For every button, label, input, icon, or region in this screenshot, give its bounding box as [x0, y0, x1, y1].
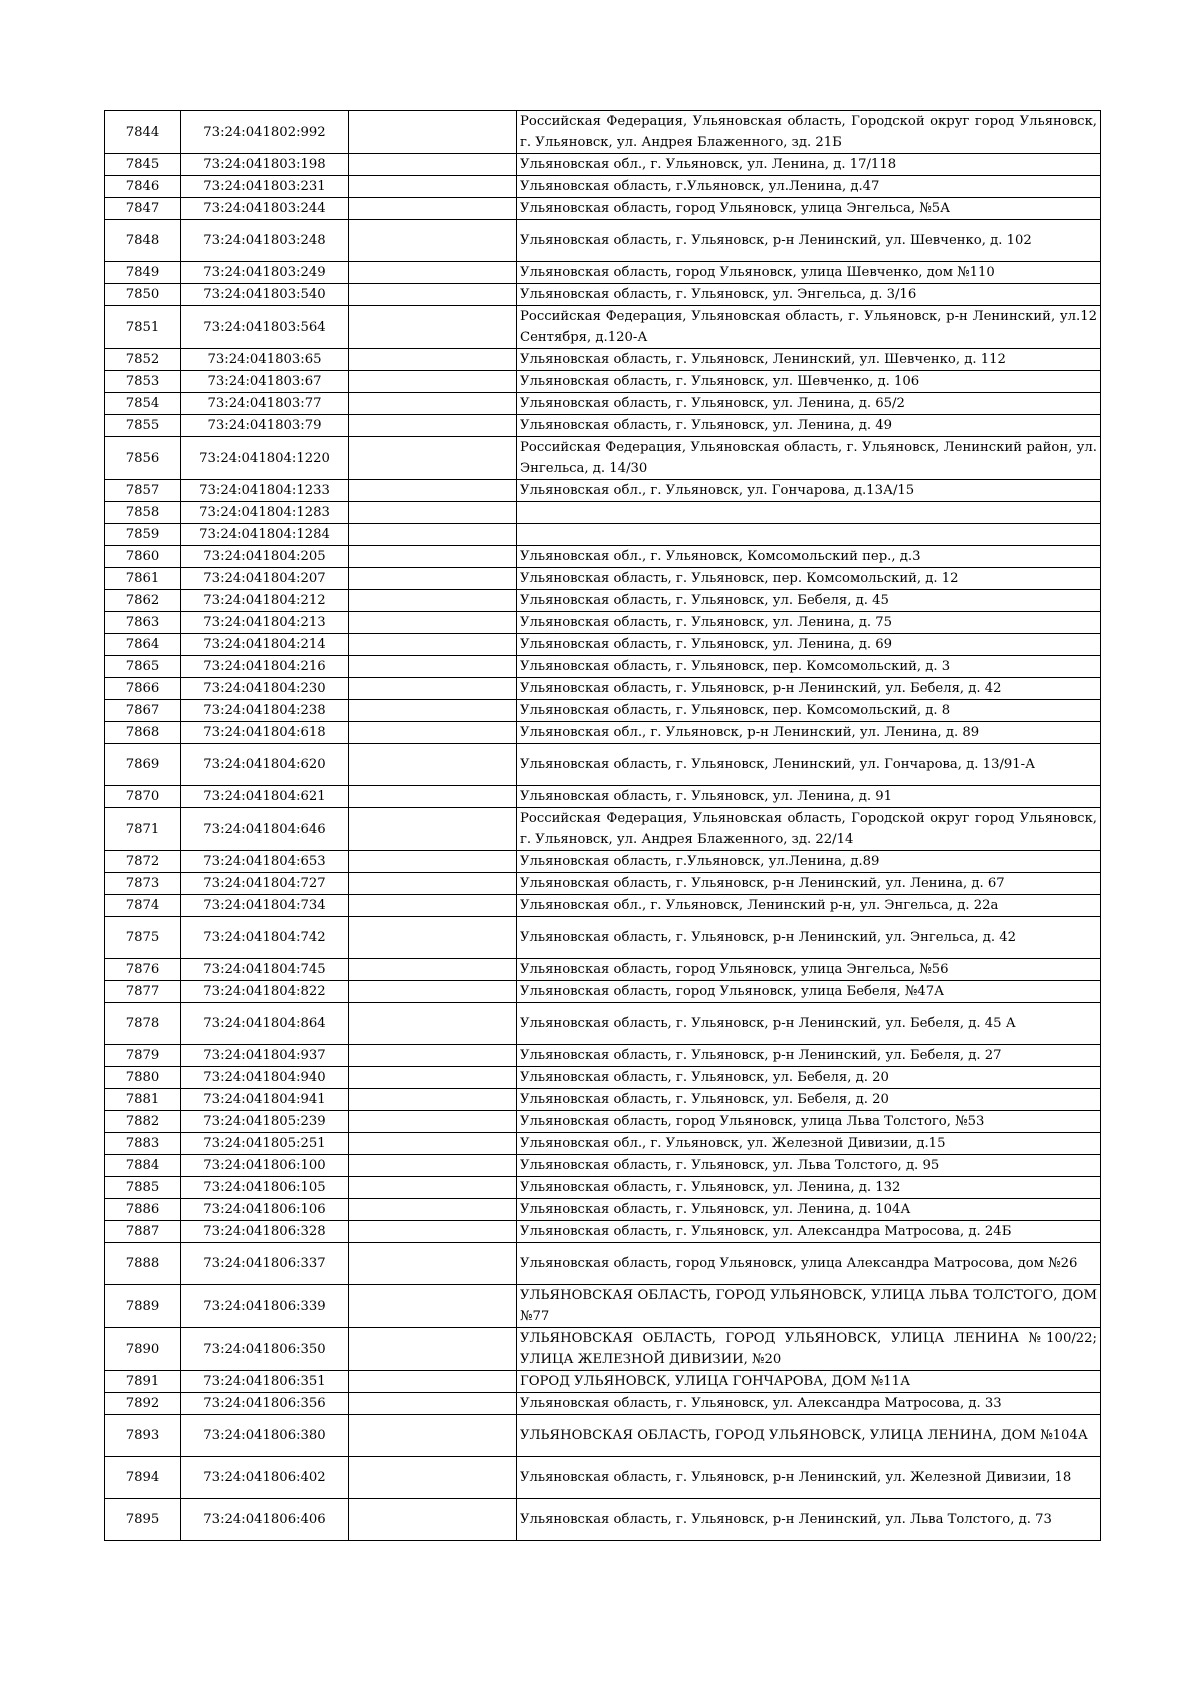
- cadastral-number-cell: 73:24:041804:238: [181, 700, 349, 722]
- table-row: [105, 1221, 1101, 1243]
- table-row: [105, 284, 1101, 306]
- row-number-cell: 7871: [105, 808, 181, 851]
- cadastral-number-cell: 73:24:041804:727: [181, 873, 349, 895]
- address-cell: ГОРОД УЛЬЯНОВСК, УЛИЦА ГОНЧАРОВА, ДОМ №11А: [517, 1371, 1101, 1393]
- empty-cell: [349, 808, 517, 851]
- empty-cell: [349, 154, 517, 176]
- table-row: [105, 873, 1101, 895]
- empty-cell: [349, 1393, 517, 1415]
- address-cell: Ульяновская область, г.Ульяновск, ул.Ленина, д.89: [517, 851, 1101, 873]
- cadastral-number-cell: 73:24:041804:941: [181, 1089, 349, 1111]
- address-cell: Ульяновская область, г. Ульяновск, р-н Ленинский, ул. Энгельса, д. 42: [517, 917, 1101, 959]
- empty-cell: [349, 262, 517, 284]
- address-cell: УЛЬЯНОВСКАЯ ОБЛАСТЬ, ГОРОД УЛЬЯНОВСК, УЛИЦА ЛЕНИНА №100/22; УЛИЦА ЖЕЛЕЗНОЙ ДИВИЗИИ, №20: [517, 1328, 1101, 1371]
- empty-cell: [349, 176, 517, 198]
- address-cell: Ульяновская область, г. Ульяновск, ул. Энгельса, д. 3/16: [517, 284, 1101, 306]
- cadastral-number-cell: 73:24:041806:100: [181, 1155, 349, 1177]
- cadastral-number-cell: 73:24:041805:251: [181, 1133, 349, 1155]
- empty-cell: [349, 656, 517, 678]
- row-number-cell: 7861: [105, 568, 181, 590]
- address-cell: Ульяновская область, г. Ульяновск, ул. Ленина, д. 49: [517, 415, 1101, 437]
- cadastral-number-cell: 73:24:041804:618: [181, 722, 349, 744]
- empty-cell: [349, 220, 517, 262]
- address-cell: Ульяновская область, г. Ульяновск, ул. Льва Толстого, д. 95: [517, 1155, 1101, 1177]
- empty-cell: [349, 1067, 517, 1089]
- address-cell: Ульяновская область, город Ульяновск, улица Александра Матросова, дом №26: [517, 1243, 1101, 1285]
- table-row: [105, 1371, 1101, 1393]
- table-row: [105, 808, 1101, 851]
- empty-cell: [349, 524, 517, 546]
- table-row: [105, 1003, 1101, 1045]
- cadastral-number-cell: 73:24:041806:105: [181, 1177, 349, 1199]
- empty-cell: [349, 1199, 517, 1221]
- table-row: [105, 415, 1101, 437]
- empty-cell: [349, 284, 517, 306]
- cadastral-number-cell: 73:24:041803:249: [181, 262, 349, 284]
- cadastral-number-cell: 73:24:041803:248: [181, 220, 349, 262]
- table-row: [105, 1499, 1101, 1541]
- address-cell: Российская Федерация, Ульяновская область, г. Ульяновск, Ленинский район, ул. Энгельса, д. 14/30: [517, 437, 1101, 480]
- address-cell: Ульяновская область, г. Ульяновск, ул. Бебеля, д. 20: [517, 1067, 1101, 1089]
- row-number-cell: 7874: [105, 895, 181, 917]
- row-number-cell: 7867: [105, 700, 181, 722]
- table-row: [105, 851, 1101, 873]
- row-number-cell: 7856: [105, 437, 181, 480]
- row-number-cell: 7848: [105, 220, 181, 262]
- address-cell: Ульяновская область, город Ульяновск, улица Льва Толстого, №53: [517, 1111, 1101, 1133]
- table-row: [105, 111, 1101, 154]
- row-number-cell: 7853: [105, 371, 181, 393]
- row-number-cell: 7857: [105, 480, 181, 502]
- address-cell: Ульяновская область, г. Ульяновск, ул. Ленина, д. 91: [517, 786, 1101, 808]
- row-number-cell: 7885: [105, 1177, 181, 1199]
- row-number-cell: 7887: [105, 1221, 181, 1243]
- row-number-cell: 7850: [105, 284, 181, 306]
- cadastral-number-cell: 73:24:041803:79: [181, 415, 349, 437]
- empty-cell: [349, 1499, 517, 1541]
- cadastral-number-cell: 73:24:041804:822: [181, 981, 349, 1003]
- table-row: [105, 568, 1101, 590]
- empty-cell: [349, 634, 517, 656]
- empty-cell: [349, 1003, 517, 1045]
- address-cell: Российская Федерация, Ульяновская область, Городской округ город Ульяновск, г. Ульяновск, ул. Андрея Блаженного, зд. 21Б: [517, 111, 1101, 154]
- row-number-cell: 7859: [105, 524, 181, 546]
- table-row: [105, 1243, 1101, 1285]
- address-cell: Ульяновская область, г. Ульяновск, ул. Александра Матросова, д. 24Б: [517, 1221, 1101, 1243]
- table-row: [105, 722, 1101, 744]
- address-cell: Ульяновская обл., г. Ульяновск, ул. Железной Дивизии, д.15: [517, 1133, 1101, 1155]
- row-number-cell: 7858: [105, 502, 181, 524]
- address-cell: [517, 502, 1101, 524]
- empty-cell: [349, 502, 517, 524]
- empty-cell: [349, 568, 517, 590]
- cadastral-number-cell: 73:24:041804:621: [181, 786, 349, 808]
- table-row: [105, 917, 1101, 959]
- row-number-cell: 7875: [105, 917, 181, 959]
- table-row: [105, 612, 1101, 634]
- table-row: [105, 700, 1101, 722]
- empty-cell: [349, 895, 517, 917]
- address-cell: Ульяновская область, г. Ульяновск, пер. Комсомольский, д. 12: [517, 568, 1101, 590]
- row-number-cell: 7868: [105, 722, 181, 744]
- row-number-cell: 7883: [105, 1133, 181, 1155]
- empty-cell: [349, 744, 517, 786]
- address-cell: Ульяновская обл., г. Ульяновск, ул. Гончарова, д.13А/15: [517, 480, 1101, 502]
- address-cell: Ульяновская область, г. Ульяновск, ул. Ленина, д. 132: [517, 1177, 1101, 1199]
- address-cell: Ульяновская область, город Ульяновск, улица Шевченко, дом №110: [517, 262, 1101, 284]
- cadastral-number-cell: 73:24:041803:564: [181, 306, 349, 349]
- table-row: [105, 220, 1101, 262]
- empty-cell: [349, 546, 517, 568]
- empty-cell: [349, 1328, 517, 1371]
- row-number-cell: 7881: [105, 1089, 181, 1111]
- row-number-cell: 7863: [105, 612, 181, 634]
- table-row: [105, 1177, 1101, 1199]
- address-cell: Ульяновская область, г. Ульяновск, р-н Ленинский, ул. Бебеля, д. 42: [517, 678, 1101, 700]
- cadastral-number-cell: 73:24:041806:106: [181, 1199, 349, 1221]
- address-cell: Ульяновская область, г. Ульяновск, р-н Ленинский, ул. Бебеля, д. 45 А: [517, 1003, 1101, 1045]
- table-row: [105, 590, 1101, 612]
- cadastral-number-cell: 73:24:041804:1283: [181, 502, 349, 524]
- address-cell: Ульяновская обл., г. Ульяновск, Комсомольский пер., д.3: [517, 546, 1101, 568]
- row-number-cell: 7845: [105, 154, 181, 176]
- row-number-cell: 7847: [105, 198, 181, 220]
- table-row: [105, 656, 1101, 678]
- address-cell: УЛЬЯНОВСКАЯ ОБЛАСТЬ, ГОРОД УЛЬЯНОВСК, УЛИЦА ЛЬВА ТОЛСТОГО, ДОМ №77: [517, 1285, 1101, 1328]
- table-row: [105, 437, 1101, 480]
- table-row: [105, 262, 1101, 284]
- empty-cell: [349, 1243, 517, 1285]
- row-number-cell: 7878: [105, 1003, 181, 1045]
- empty-cell: [349, 1177, 517, 1199]
- table-row: [105, 524, 1101, 546]
- empty-cell: [349, 981, 517, 1003]
- address-cell: Ульяновская область, г. Ульяновск, ул. Ленина, д. 75: [517, 612, 1101, 634]
- row-number-cell: 7849: [105, 262, 181, 284]
- row-number-cell: 7844: [105, 111, 181, 154]
- cadastral-number-cell: 73:24:041805:239: [181, 1111, 349, 1133]
- row-number-cell: 7873: [105, 873, 181, 895]
- table-row: [105, 634, 1101, 656]
- address-cell: Ульяновская обл., г. Ульяновск, Ленинский р-н, ул. Энгельса, д. 22а: [517, 895, 1101, 917]
- address-cell: Ульяновская область, г. Ульяновск, пер. Комсомольский, д. 8: [517, 700, 1101, 722]
- land-registry-table: [104, 110, 1101, 1541]
- row-number-cell: 7882: [105, 1111, 181, 1133]
- cadastral-number-cell: 73:24:041806:337: [181, 1243, 349, 1285]
- row-number-cell: 7876: [105, 959, 181, 981]
- table-row: [105, 546, 1101, 568]
- empty-cell: [349, 393, 517, 415]
- address-cell: Ульяновская область, г. Ульяновск, ул. Ленина, д. 69: [517, 634, 1101, 656]
- row-number-cell: 7880: [105, 1067, 181, 1089]
- cadastral-number-cell: 73:24:041804:937: [181, 1045, 349, 1067]
- cadastral-number-cell: 73:24:041804:653: [181, 851, 349, 873]
- row-number-cell: 7888: [105, 1243, 181, 1285]
- empty-cell: [349, 1371, 517, 1393]
- table-row: [105, 1067, 1101, 1089]
- address-cell: Ульяновская обл., г. Ульяновск, ул. Ленина, д. 17/118: [517, 154, 1101, 176]
- table-row: [105, 786, 1101, 808]
- table-row: [105, 1393, 1101, 1415]
- cadastral-number-cell: 73:24:041804:205: [181, 546, 349, 568]
- row-number-cell: 7879: [105, 1045, 181, 1067]
- empty-cell: [349, 1221, 517, 1243]
- address-cell: Ульяновская область, г. Ульяновск, ул. Ленина, д. 104А: [517, 1199, 1101, 1221]
- address-cell: Ульяновская область, г. Ульяновск, р-н Ленинский, ул. Ленина, д. 67: [517, 873, 1101, 895]
- cadastral-number-cell: 73:24:041804:646: [181, 808, 349, 851]
- table-row: [105, 349, 1101, 371]
- empty-cell: [349, 306, 517, 349]
- cadastral-number-cell: 73:24:041806:339: [181, 1285, 349, 1328]
- empty-cell: [349, 1155, 517, 1177]
- empty-cell: [349, 1285, 517, 1328]
- cadastral-number-cell: 73:24:041804:213: [181, 612, 349, 634]
- cadastral-number-cell: 73:24:041804:620: [181, 744, 349, 786]
- empty-cell: [349, 590, 517, 612]
- table-row: [105, 371, 1101, 393]
- cadastral-number-cell: 73:24:041803:244: [181, 198, 349, 220]
- table-row: [105, 744, 1101, 786]
- address-cell: Ульяновская область, г. Ульяновск, ул. Шевченко, д. 106: [517, 371, 1101, 393]
- empty-cell: [349, 198, 517, 220]
- address-cell: Ульяновская область, г.Ульяновск, ул.Ленина, д.47: [517, 176, 1101, 198]
- empty-cell: [349, 111, 517, 154]
- cadastral-number-cell: 73:24:041803:67: [181, 371, 349, 393]
- address-cell: Российская Федерация, Ульяновская область, Городской округ город Ульяновск, г. Ульяновск, ул. Андрея Блаженного, зд. 22/14: [517, 808, 1101, 851]
- cadastral-number-cell: 73:24:041803:77: [181, 393, 349, 415]
- row-number-cell: 7862: [105, 590, 181, 612]
- address-cell: Ульяновская область, г. Ульяновск, р-н Ленинский, ул. Бебеля, д. 27: [517, 1045, 1101, 1067]
- cadastral-number-cell: 73:24:041804:214: [181, 634, 349, 656]
- table-row: [105, 1089, 1101, 1111]
- row-number-cell: 7894: [105, 1457, 181, 1499]
- row-number-cell: 7846: [105, 176, 181, 198]
- row-number-cell: 7864: [105, 634, 181, 656]
- empty-cell: [349, 1045, 517, 1067]
- cadastral-number-cell: 73:24:041803:540: [181, 284, 349, 306]
- empty-cell: [349, 873, 517, 895]
- empty-cell: [349, 700, 517, 722]
- table-row: [105, 1133, 1101, 1155]
- table-row: [105, 176, 1101, 198]
- row-number-cell: 7891: [105, 1371, 181, 1393]
- empty-cell: [349, 1089, 517, 1111]
- table-row: [105, 895, 1101, 917]
- row-number-cell: 7890: [105, 1328, 181, 1371]
- empty-cell: [349, 959, 517, 981]
- empty-cell: [349, 437, 517, 480]
- row-number-cell: 7872: [105, 851, 181, 873]
- cadastral-number-cell: 73:24:041804:742: [181, 917, 349, 959]
- cadastral-number-cell: 73:24:041804:1220: [181, 437, 349, 480]
- cadastral-number-cell: 73:24:041804:207: [181, 568, 349, 590]
- table-row: [105, 981, 1101, 1003]
- cadastral-number-cell: 73:24:041804:230: [181, 678, 349, 700]
- row-number-cell: 7877: [105, 981, 181, 1003]
- row-number-cell: 7851: [105, 306, 181, 349]
- cadastral-number-cell: 73:24:041802:992: [181, 111, 349, 154]
- cadastral-number-cell: 73:24:041806:351: [181, 1371, 349, 1393]
- cadastral-number-cell: 73:24:041804:1284: [181, 524, 349, 546]
- row-number-cell: 7854: [105, 393, 181, 415]
- empty-cell: [349, 371, 517, 393]
- empty-cell: [349, 917, 517, 959]
- table-row: [105, 1111, 1101, 1133]
- cadastral-number-cell: 73:24:041806:380: [181, 1415, 349, 1457]
- row-number-cell: 7895: [105, 1499, 181, 1541]
- table-row: [105, 393, 1101, 415]
- address-cell: Ульяновская область, г. Ульяновск, ул. Бебеля, д. 45: [517, 590, 1101, 612]
- table-row: [105, 1045, 1101, 1067]
- cadastral-number-cell: 73:24:041804:940: [181, 1067, 349, 1089]
- cadastral-number-cell: 73:24:041806:328: [181, 1221, 349, 1243]
- row-number-cell: 7893: [105, 1415, 181, 1457]
- address-cell: Ульяновская область, г. Ульяновск, р-н Ленинский, ул. Шевченко, д. 102: [517, 220, 1101, 262]
- address-cell: Ульяновская область, город Ульяновск, улица Энгельса, №56: [517, 959, 1101, 981]
- empty-cell: [349, 786, 517, 808]
- empty-cell: [349, 678, 517, 700]
- address-cell: Ульяновская область, г. Ульяновск, ул. Ленина, д. 65/2: [517, 393, 1101, 415]
- empty-cell: [349, 1133, 517, 1155]
- row-number-cell: 7860: [105, 546, 181, 568]
- table-row: [105, 198, 1101, 220]
- cadastral-number-cell: 73:24:041803:65: [181, 349, 349, 371]
- row-number-cell: 7852: [105, 349, 181, 371]
- row-number-cell: 7886: [105, 1199, 181, 1221]
- table-row: [105, 1415, 1101, 1457]
- cadastral-number-cell: 73:24:041804:216: [181, 656, 349, 678]
- address-cell: Ульяновская область, г. Ульяновск, Ленинский, ул. Шевченко, д. 112: [517, 349, 1101, 371]
- address-cell: Ульяновская обл., г. Ульяновск, р-н Ленинский, ул. Ленина, д. 89: [517, 722, 1101, 744]
- table-row: [105, 306, 1101, 349]
- empty-cell: [349, 349, 517, 371]
- table-row: [105, 1199, 1101, 1221]
- table-row: [105, 959, 1101, 981]
- empty-cell: [349, 415, 517, 437]
- row-number-cell: 7892: [105, 1393, 181, 1415]
- table-row: [105, 480, 1101, 502]
- address-cell: Ульяновская область, г. Ульяновск, пер. Комсомольский, д. 3: [517, 656, 1101, 678]
- address-cell: Ульяновская область, г. Ульяновск, Ленинский, ул. Гончарова, д. 13/91-А: [517, 744, 1101, 786]
- row-number-cell: 7884: [105, 1155, 181, 1177]
- address-cell: Ульяновская область, г. Ульяновск, р-н Ленинский, ул. Льва Толстого, д. 73: [517, 1499, 1101, 1541]
- empty-cell: [349, 612, 517, 634]
- cadastral-number-cell: 73:24:041804:745: [181, 959, 349, 981]
- row-number-cell: 7865: [105, 656, 181, 678]
- address-cell: Ульяновская область, г. Ульяновск, ул. Александра Матросова, д. 33: [517, 1393, 1101, 1415]
- address-cell: Ульяновская область, город Ульяновск, улица Энгельса, №5А: [517, 198, 1101, 220]
- row-number-cell: 7889: [105, 1285, 181, 1328]
- empty-cell: [349, 480, 517, 502]
- cadastral-number-cell: 73:24:041804:212: [181, 590, 349, 612]
- cadastral-number-cell: 73:24:041803:231: [181, 176, 349, 198]
- row-number-cell: 7869: [105, 744, 181, 786]
- table-row: [105, 1155, 1101, 1177]
- cadastral-number-cell: 73:24:041806:402: [181, 1457, 349, 1499]
- row-number-cell: 7866: [105, 678, 181, 700]
- cadastral-number-cell: 73:24:041806:406: [181, 1499, 349, 1541]
- empty-cell: [349, 1457, 517, 1499]
- table-row: [105, 678, 1101, 700]
- empty-cell: [349, 1415, 517, 1457]
- address-cell: Ульяновская область, г. Ульяновск, р-н Ленинский, ул. Железной Дивизии, 18: [517, 1457, 1101, 1499]
- row-number-cell: 7870: [105, 786, 181, 808]
- cadastral-number-cell: 73:24:041804:1233: [181, 480, 349, 502]
- cadastral-number-cell: 73:24:041804:864: [181, 1003, 349, 1045]
- address-cell: УЛЬЯНОВСКАЯ ОБЛАСТЬ, ГОРОД УЛЬЯНОВСК, УЛИЦА ЛЕНИНА, ДОМ №104А: [517, 1415, 1101, 1457]
- address-cell: [517, 524, 1101, 546]
- table-row: [105, 154, 1101, 176]
- empty-cell: [349, 1111, 517, 1133]
- empty-cell: [349, 722, 517, 744]
- table-body: [105, 111, 1101, 1541]
- table-row: [105, 1328, 1101, 1371]
- cadastral-number-cell: 73:24:041804:734: [181, 895, 349, 917]
- empty-cell: [349, 851, 517, 873]
- cadastral-number-cell: 73:24:041806:350: [181, 1328, 349, 1371]
- document-page: [104, 110, 1100, 1541]
- address-cell: Ульяновская область, город Ульяновск, улица Бебеля, №47А: [517, 981, 1101, 1003]
- table-row: [105, 502, 1101, 524]
- table-row: [105, 1285, 1101, 1328]
- address-cell: Российская Федерация, Ульяновская область, г. Ульяновск, р-н Ленинский, ул.12 Сентября, д.120-А: [517, 306, 1101, 349]
- cadastral-number-cell: 73:24:041803:198: [181, 154, 349, 176]
- address-cell: Ульяновская область, г. Ульяновск, ул. Бебеля, д. 20: [517, 1089, 1101, 1111]
- cadastral-number-cell: 73:24:041806:356: [181, 1393, 349, 1415]
- table-row: [105, 1457, 1101, 1499]
- row-number-cell: 7855: [105, 415, 181, 437]
